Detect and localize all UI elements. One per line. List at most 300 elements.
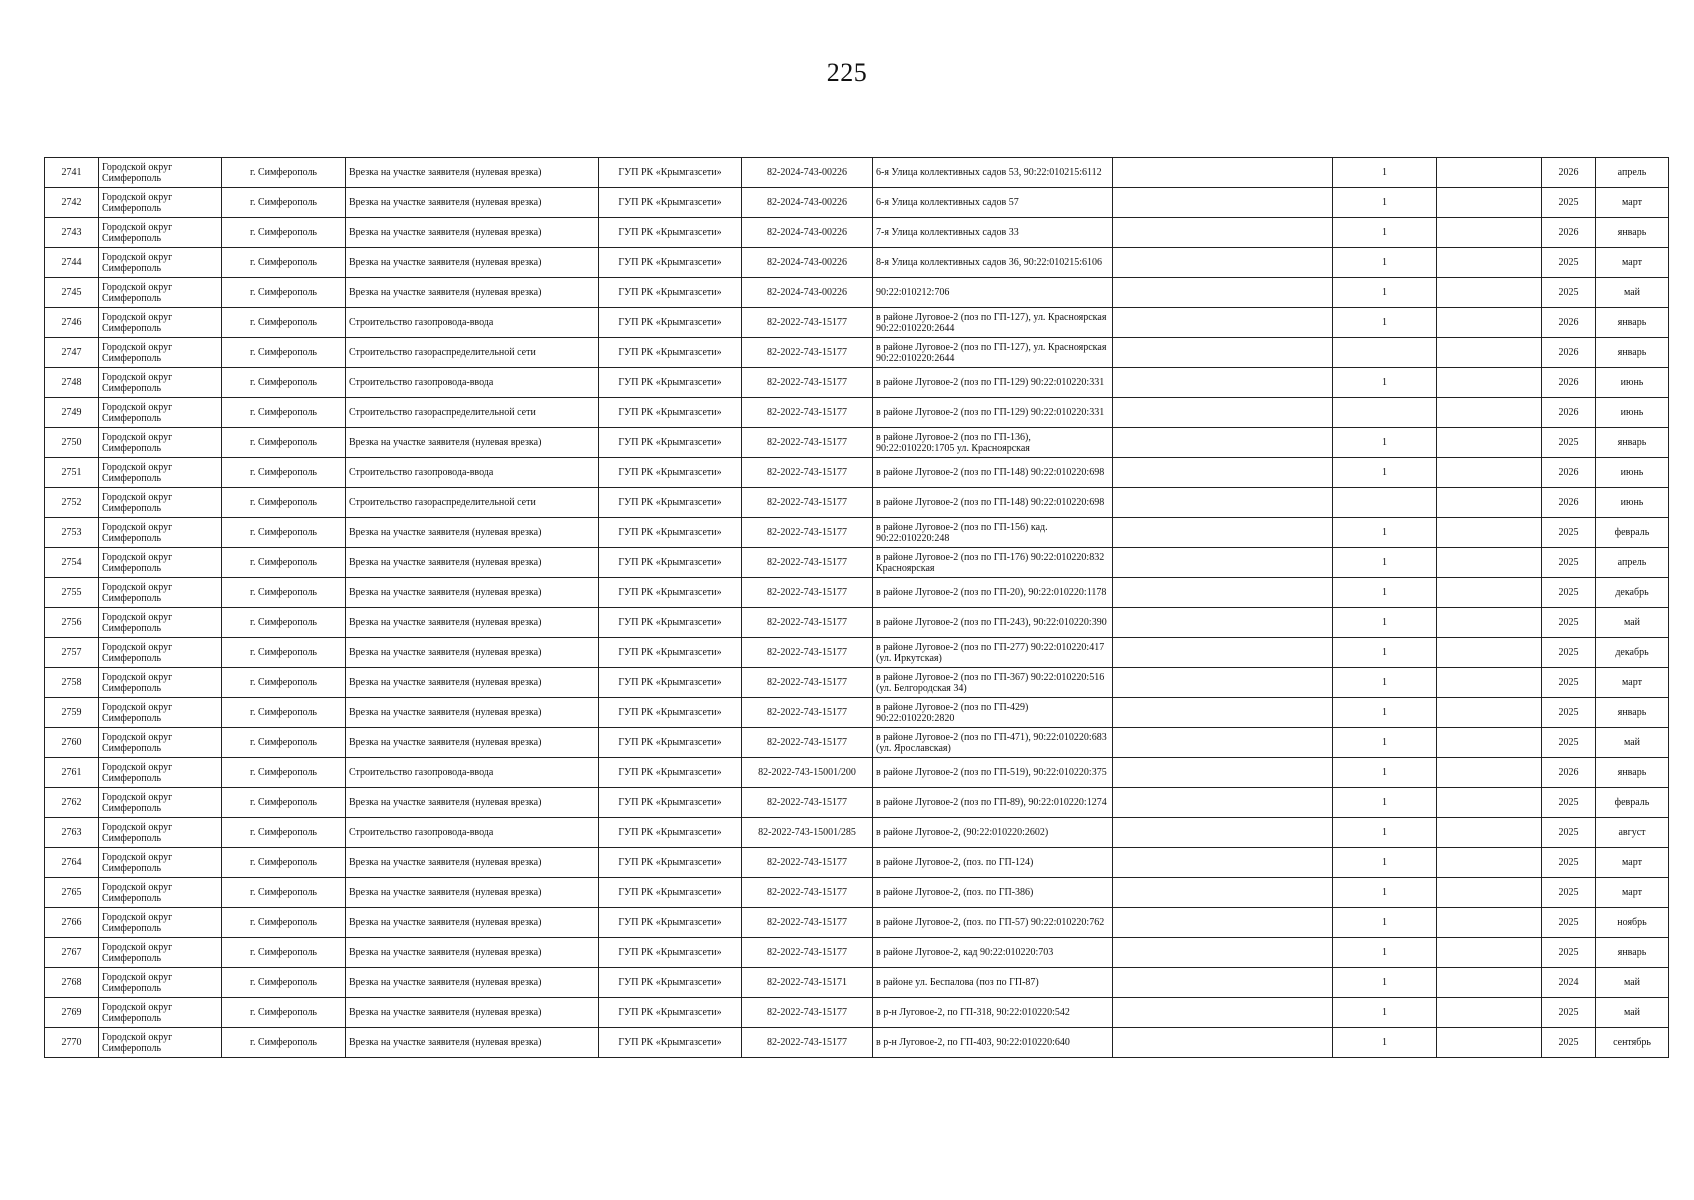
quantity-cell: 1 (1333, 908, 1437, 938)
work-type-cell: Врезка на участке заявителя (нулевая врезка) (346, 248, 599, 278)
program-code-cell: 82-2022-743-15177 (742, 518, 873, 548)
organization-cell: ГУП РК «Крымгазсети» (599, 278, 742, 308)
program-code-cell: 82-2024-743-00226 (742, 158, 873, 188)
quantity-cell: 1 (1333, 698, 1437, 728)
municipality-cell: Городской округ Симферополь (99, 278, 222, 308)
address-cell: в районе Луговое-2, кад 90:22:010220:703 (873, 938, 1113, 968)
work-type-cell: Врезка на участке заявителя (нулевая врезка) (346, 698, 599, 728)
work-type-cell: Врезка на участке заявителя (нулевая врезка) (346, 938, 599, 968)
empty-cell (1113, 458, 1333, 488)
row-number-cell: 2760 (45, 728, 99, 758)
quantity-cell: 1 (1333, 308, 1437, 338)
year-cell: 2026 (1542, 368, 1596, 398)
municipality-cell: Городской округ Симферополь (99, 788, 222, 818)
row-number-cell: 2758 (45, 668, 99, 698)
quantity-cell: 1 (1333, 368, 1437, 398)
settlement-cell: г. Симферополь (222, 638, 346, 668)
settlement-cell: г. Симферополь (222, 1028, 346, 1058)
work-type-cell: Врезка на участке заявителя (нулевая врезка) (346, 518, 599, 548)
empty-cell (1437, 518, 1542, 548)
year-cell: 2025 (1542, 1028, 1596, 1058)
empty-cell (1437, 998, 1542, 1028)
organization-cell: ГУП РК «Крымгазсети» (599, 218, 742, 248)
quantity-cell (1333, 398, 1437, 428)
quantity-cell: 1 (1333, 878, 1437, 908)
table-row (45, 998, 1669, 1028)
organization-cell: ГУП РК «Крымгазсети» (599, 668, 742, 698)
address-cell: в районе Луговое-2 (поз по ГП-136), 90:22:010220:1705 ул. Красноярская (873, 428, 1113, 458)
empty-cell (1113, 488, 1333, 518)
empty-cell (1113, 368, 1333, 398)
address-cell: 8-я Улица коллективных садов 36, 90:22:010215:6106 (873, 248, 1113, 278)
municipality-cell: Городской округ Симферополь (99, 218, 222, 248)
work-type-cell: Врезка на участке заявителя (нулевая врезка) (346, 578, 599, 608)
month-cell: январь (1596, 428, 1669, 458)
organization-cell: ГУП РК «Крымгазсети» (599, 698, 742, 728)
year-cell: 2025 (1542, 518, 1596, 548)
organization-cell: ГУП РК «Крымгазсети» (599, 368, 742, 398)
empty-cell (1113, 218, 1333, 248)
address-cell: в районе ул. Беспалова (поз по ГП-87) (873, 968, 1113, 998)
empty-cell (1113, 728, 1333, 758)
year-cell: 2025 (1542, 728, 1596, 758)
row-number-cell: 2746 (45, 308, 99, 338)
address-cell: в районе Луговое-2 (поз по ГП-129) 90:22:010220:331 (873, 398, 1113, 428)
settlement-cell: г. Симферополь (222, 428, 346, 458)
table-row (45, 848, 1669, 878)
table-row (45, 548, 1669, 578)
empty-cell (1437, 338, 1542, 368)
empty-cell (1437, 698, 1542, 728)
empty-cell (1437, 188, 1542, 218)
program-code-cell: 82-2022-743-15177 (742, 728, 873, 758)
settlement-cell: г. Симферополь (222, 908, 346, 938)
municipality-cell: Городской округ Симферополь (99, 878, 222, 908)
settlement-cell: г. Симферополь (222, 818, 346, 848)
month-cell: январь (1596, 758, 1669, 788)
quantity-cell: 1 (1333, 578, 1437, 608)
month-cell: июнь (1596, 398, 1669, 428)
empty-cell (1437, 788, 1542, 818)
address-cell: в районе Луговое-2 (поз по ГП-176) 90:22:010220:832 Красноярская (873, 548, 1113, 578)
quantity-cell: 1 (1333, 938, 1437, 968)
program-code-cell: 82-2022-743-15177 (742, 548, 873, 578)
row-number-cell: 2748 (45, 368, 99, 398)
settlement-cell: г. Симферополь (222, 668, 346, 698)
month-cell: ноябрь (1596, 908, 1669, 938)
quantity-cell: 1 (1333, 548, 1437, 578)
work-type-cell: Врезка на участке заявителя (нулевая врезка) (346, 158, 599, 188)
empty-cell (1113, 248, 1333, 278)
quantity-cell: 1 (1333, 218, 1437, 248)
row-number-cell: 2766 (45, 908, 99, 938)
empty-cell (1437, 548, 1542, 578)
work-type-cell: Врезка на участке заявителя (нулевая врезка) (346, 1028, 599, 1058)
empty-cell (1437, 398, 1542, 428)
empty-cell (1437, 1028, 1542, 1058)
table-row (45, 878, 1669, 908)
municipality-cell: Городской округ Симферополь (99, 758, 222, 788)
organization-cell: ГУП РК «Крымгазсети» (599, 968, 742, 998)
settlement-cell: г. Симферополь (222, 878, 346, 908)
address-cell: в районе Луговое-2 (поз по ГП-129) 90:22:010220:331 (873, 368, 1113, 398)
program-code-cell: 82-2022-743-15177 (742, 338, 873, 368)
work-type-cell: Врезка на участке заявителя (нулевая врезка) (346, 638, 599, 668)
year-cell: 2025 (1542, 248, 1596, 278)
quantity-cell: 1 (1333, 608, 1437, 638)
table-row (45, 248, 1669, 278)
month-cell: март (1596, 668, 1669, 698)
quantity-cell: 1 (1333, 728, 1437, 758)
quantity-cell: 1 (1333, 188, 1437, 218)
table-row (45, 488, 1669, 518)
organization-cell: ГУП РК «Крымгазсети» (599, 338, 742, 368)
address-cell: в районе Луговое-2 (поз по ГП-127), ул. Красноярская 90:22:010220:2644 (873, 308, 1113, 338)
year-cell: 2026 (1542, 218, 1596, 248)
empty-cell (1113, 968, 1333, 998)
quantity-cell: 1 (1333, 158, 1437, 188)
empty-cell (1113, 878, 1333, 908)
work-type-cell: Врезка на участке заявителя (нулевая врезка) (346, 188, 599, 218)
organization-cell: ГУП РК «Крымгазсети» (599, 458, 742, 488)
table-row (45, 788, 1669, 818)
year-cell: 2025 (1542, 938, 1596, 968)
program-code-cell: 82-2022-743-15171 (742, 968, 873, 998)
address-cell: 7-я Улица коллективных садов 33 (873, 218, 1113, 248)
empty-cell (1437, 668, 1542, 698)
empty-cell (1113, 788, 1333, 818)
month-cell: апрель (1596, 548, 1669, 578)
municipality-cell: Городской округ Симферополь (99, 458, 222, 488)
year-cell: 2025 (1542, 548, 1596, 578)
organization-cell: ГУП РК «Крымгазсети» (599, 878, 742, 908)
table-row (45, 428, 1669, 458)
table-row (45, 278, 1669, 308)
address-cell: в районе Луговое-2 (поз по ГП-127), ул. Красноярская 90:22:010220:2644 (873, 338, 1113, 368)
quantity-cell: 1 (1333, 818, 1437, 848)
year-cell: 2025 (1542, 428, 1596, 458)
quantity-cell: 1 (1333, 428, 1437, 458)
row-number-cell: 2756 (45, 608, 99, 638)
year-cell: 2026 (1542, 758, 1596, 788)
year-cell: 2025 (1542, 878, 1596, 908)
municipality-cell: Городской округ Симферополь (99, 428, 222, 458)
table-row (45, 1028, 1669, 1058)
row-number-cell: 2769 (45, 998, 99, 1028)
settlement-cell: г. Симферополь (222, 518, 346, 548)
municipality-cell: Городской округ Симферополь (99, 608, 222, 638)
empty-cell (1113, 188, 1333, 218)
row-number-cell: 2752 (45, 488, 99, 518)
row-number-cell: 2757 (45, 638, 99, 668)
row-number-cell: 2767 (45, 938, 99, 968)
year-cell: 2026 (1542, 398, 1596, 428)
empty-cell (1437, 458, 1542, 488)
table-row (45, 608, 1669, 638)
table-row (45, 578, 1669, 608)
organization-cell: ГУП РК «Крымгазсети» (599, 1028, 742, 1058)
quantity-cell: 1 (1333, 248, 1437, 278)
year-cell: 2025 (1542, 788, 1596, 818)
quantity-cell: 1 (1333, 788, 1437, 818)
municipality-cell: Городской округ Симферополь (99, 848, 222, 878)
month-cell: май (1596, 278, 1669, 308)
organization-cell: ГУП РК «Крымгазсети» (599, 548, 742, 578)
settlement-cell: г. Симферополь (222, 578, 346, 608)
empty-cell (1113, 608, 1333, 638)
address-cell: в районе Луговое-2 (поз по ГП-20), 90:22:010220:1178 (873, 578, 1113, 608)
settlement-cell: г. Симферополь (222, 398, 346, 428)
empty-cell (1437, 218, 1542, 248)
work-type-cell: Врезка на участке заявителя (нулевая врезка) (346, 848, 599, 878)
settlement-cell: г. Симферополь (222, 158, 346, 188)
work-type-cell: Врезка на участке заявителя (нулевая врезка) (346, 608, 599, 638)
quantity-cell: 1 (1333, 998, 1437, 1028)
program-code-cell: 82-2024-743-00226 (742, 248, 873, 278)
organization-cell: ГУП РК «Крымгазсети» (599, 578, 742, 608)
year-cell: 2025 (1542, 818, 1596, 848)
address-cell: 6-я Улица коллективных садов 53, 90:22:010215:6112 (873, 158, 1113, 188)
table-row (45, 758, 1669, 788)
month-cell: май (1596, 998, 1669, 1028)
work-type-cell: Врезка на участке заявителя (нулевая врезка) (346, 728, 599, 758)
table-row (45, 188, 1669, 218)
month-cell: апрель (1596, 158, 1669, 188)
settlement-cell: г. Симферополь (222, 698, 346, 728)
work-type-cell: Врезка на участке заявителя (нулевая врезка) (346, 278, 599, 308)
organization-cell: ГУП РК «Крымгазсети» (599, 998, 742, 1028)
address-cell: в районе Луговое-2 (поз по ГП-148) 90:22:010220:698 (873, 458, 1113, 488)
month-cell: сентябрь (1596, 1028, 1669, 1058)
program-code-cell: 82-2022-743-15177 (742, 848, 873, 878)
address-cell: в районе Луговое-2 (поз по ГП-156) кад. 90:22:010220:248 (873, 518, 1113, 548)
work-type-cell: Врезка на участке заявителя (нулевая врезка) (346, 428, 599, 458)
settlement-cell: г. Симферополь (222, 758, 346, 788)
program-code-cell: 82-2024-743-00226 (742, 278, 873, 308)
program-code-cell: 82-2022-743-15177 (742, 578, 873, 608)
empty-cell (1113, 908, 1333, 938)
quantity-cell: 1 (1333, 758, 1437, 788)
table-row (45, 338, 1669, 368)
year-cell: 2026 (1542, 458, 1596, 488)
address-cell: 90:22:010212:706 (873, 278, 1113, 308)
empty-cell (1113, 938, 1333, 968)
row-number-cell: 2751 (45, 458, 99, 488)
program-code-cell: 82-2022-743-15177 (742, 908, 873, 938)
program-code-cell: 82-2022-743-15177 (742, 458, 873, 488)
row-number-cell: 2745 (45, 278, 99, 308)
empty-cell (1437, 278, 1542, 308)
quantity-cell: 1 (1333, 518, 1437, 548)
quantity-cell: 1 (1333, 968, 1437, 998)
work-type-cell: Врезка на участке заявителя (нулевая врезка) (346, 788, 599, 818)
empty-cell (1437, 758, 1542, 788)
work-type-cell: Строительство газораспределительной сети (346, 488, 599, 518)
quantity-cell: 1 (1333, 1028, 1437, 1058)
municipality-cell: Городской округ Симферополь (99, 188, 222, 218)
empty-cell (1113, 668, 1333, 698)
quantity-cell: 1 (1333, 848, 1437, 878)
work-type-cell: Врезка на участке заявителя (нулевая врезка) (346, 218, 599, 248)
year-cell: 2025 (1542, 698, 1596, 728)
work-type-cell: Врезка на участке заявителя (нулевая врезка) (346, 968, 599, 998)
address-cell: в р-н Луговое-2, по ГП-318, 90:22:010220:542 (873, 998, 1113, 1028)
register-body (45, 158, 1669, 1058)
register-table (44, 157, 1669, 1058)
work-type-cell: Строительство газопровода-ввода (346, 308, 599, 338)
address-cell: в районе Луговое-2 (поз по ГП-89), 90:22:010220:1274 (873, 788, 1113, 818)
program-code-cell: 82-2022-743-15001/285 (742, 818, 873, 848)
year-cell: 2025 (1542, 278, 1596, 308)
row-number-cell: 2743 (45, 218, 99, 248)
settlement-cell: г. Симферополь (222, 248, 346, 278)
program-code-cell: 82-2022-743-15177 (742, 368, 873, 398)
year-cell: 2026 (1542, 308, 1596, 338)
organization-cell: ГУП РК «Крымгазсети» (599, 488, 742, 518)
row-number-cell: 2761 (45, 758, 99, 788)
organization-cell: ГУП РК «Крымгазсети» (599, 188, 742, 218)
quantity-cell: 1 (1333, 638, 1437, 668)
municipality-cell: Городской округ Симферополь (99, 248, 222, 278)
month-cell: январь (1596, 338, 1669, 368)
work-type-cell: Строительство газораспределительной сети (346, 338, 599, 368)
program-code-cell: 82-2022-743-15177 (742, 878, 873, 908)
table-row (45, 218, 1669, 248)
empty-cell (1437, 638, 1542, 668)
municipality-cell: Городской округ Симферополь (99, 668, 222, 698)
quantity-cell: 1 (1333, 668, 1437, 698)
work-type-cell: Врезка на участке заявителя (нулевая врезка) (346, 548, 599, 578)
address-cell: в районе Луговое-2 (поз по ГП-243), 90:22:010220:390 (873, 608, 1113, 638)
table-row (45, 518, 1669, 548)
empty-cell (1113, 398, 1333, 428)
empty-cell (1113, 998, 1333, 1028)
month-cell: август (1596, 818, 1669, 848)
address-cell: в р-н Луговое-2, по ГП-403, 90:22:010220:640 (873, 1028, 1113, 1058)
address-cell: в районе Луговое-2, (поз. по ГП-57) 90:22:010220:762 (873, 908, 1113, 938)
empty-cell (1437, 878, 1542, 908)
month-cell: март (1596, 248, 1669, 278)
settlement-cell: г. Симферополь (222, 368, 346, 398)
empty-cell (1437, 158, 1542, 188)
work-type-cell: Строительство газораспределительной сети (346, 398, 599, 428)
empty-cell (1113, 428, 1333, 458)
month-cell: май (1596, 608, 1669, 638)
settlement-cell: г. Симферополь (222, 458, 346, 488)
empty-cell (1113, 848, 1333, 878)
empty-cell (1113, 638, 1333, 668)
municipality-cell: Городской округ Симферополь (99, 998, 222, 1028)
month-cell: январь (1596, 218, 1669, 248)
table-row (45, 938, 1669, 968)
empty-cell (1113, 578, 1333, 608)
row-number-cell: 2764 (45, 848, 99, 878)
settlement-cell: г. Симферополь (222, 968, 346, 998)
year-cell: 2025 (1542, 578, 1596, 608)
empty-cell (1437, 728, 1542, 758)
address-cell: в районе Луговое-2 (поз по ГП-277) 90:22:010220:417 (ул. Иркутская) (873, 638, 1113, 668)
municipality-cell: Городской округ Симферополь (99, 548, 222, 578)
settlement-cell: г. Симферополь (222, 548, 346, 578)
organization-cell: ГУП РК «Крымгазсети» (599, 398, 742, 428)
municipality-cell: Городской округ Симферополь (99, 308, 222, 338)
organization-cell: ГУП РК «Крымгазсети» (599, 938, 742, 968)
municipality-cell: Городской округ Симферополь (99, 398, 222, 428)
year-cell: 2024 (1542, 968, 1596, 998)
settlement-cell: г. Симферополь (222, 788, 346, 818)
municipality-cell: Городской округ Симферополь (99, 338, 222, 368)
table-row (45, 668, 1669, 698)
empty-cell (1113, 158, 1333, 188)
settlement-cell: г. Симферополь (222, 488, 346, 518)
empty-cell (1437, 608, 1542, 638)
quantity-cell: 1 (1333, 458, 1437, 488)
row-number-cell: 2763 (45, 818, 99, 848)
municipality-cell: Городской округ Симферополь (99, 488, 222, 518)
municipality-cell: Городской округ Симферополь (99, 698, 222, 728)
table-row (45, 968, 1669, 998)
month-cell: июнь (1596, 368, 1669, 398)
table-row (45, 158, 1669, 188)
quantity-cell (1333, 488, 1437, 518)
program-code-cell: 82-2022-743-15177 (742, 308, 873, 338)
municipality-cell: Городской округ Симферополь (99, 638, 222, 668)
month-cell: февраль (1596, 788, 1669, 818)
organization-cell: ГУП РК «Крымгазсети» (599, 518, 742, 548)
empty-cell (1113, 818, 1333, 848)
program-code-cell: 82-2022-743-15177 (742, 998, 873, 1028)
address-cell: в районе Луговое-2 (поз по ГП-429) 90:22:010220:2820 (873, 698, 1113, 728)
table-row (45, 728, 1669, 758)
month-cell: май (1596, 968, 1669, 998)
row-number-cell: 2744 (45, 248, 99, 278)
empty-cell (1437, 908, 1542, 938)
empty-cell (1113, 758, 1333, 788)
table-row (45, 908, 1669, 938)
municipality-cell: Городской округ Симферополь (99, 1028, 222, 1058)
municipality-cell: Городской округ Симферополь (99, 518, 222, 548)
empty-cell (1437, 938, 1542, 968)
month-cell: декабрь (1596, 638, 1669, 668)
year-cell: 2025 (1542, 188, 1596, 218)
settlement-cell: г. Симферополь (222, 938, 346, 968)
row-number-cell: 2755 (45, 578, 99, 608)
table-row (45, 308, 1669, 338)
month-cell: январь (1596, 938, 1669, 968)
work-type-cell: Врезка на участке заявителя (нулевая врезка) (346, 878, 599, 908)
table-row (45, 698, 1669, 728)
empty-cell (1113, 518, 1333, 548)
year-cell: 2025 (1542, 908, 1596, 938)
empty-cell (1437, 818, 1542, 848)
work-type-cell: Строительство газопровода-ввода (346, 458, 599, 488)
settlement-cell: г. Симферополь (222, 218, 346, 248)
address-cell: в районе Луговое-2 (поз по ГП-471), 90:22:010220:683 (ул. Ярославская) (873, 728, 1113, 758)
row-number-cell: 2762 (45, 788, 99, 818)
year-cell: 2025 (1542, 668, 1596, 698)
year-cell: 2025 (1542, 848, 1596, 878)
empty-cell (1437, 578, 1542, 608)
organization-cell: ГУП РК «Крымгазсети» (599, 758, 742, 788)
address-cell: в районе Луговое-2 (поз по ГП-367) 90:22:010220:516 (ул. Белгородская 34) (873, 668, 1113, 698)
table-row (45, 368, 1669, 398)
table-row (45, 458, 1669, 488)
row-number-cell: 2770 (45, 1028, 99, 1058)
program-code-cell: 82-2022-743-15001/200 (742, 758, 873, 788)
year-cell: 2025 (1542, 998, 1596, 1028)
month-cell: июнь (1596, 488, 1669, 518)
program-code-cell: 82-2022-743-15177 (742, 488, 873, 518)
